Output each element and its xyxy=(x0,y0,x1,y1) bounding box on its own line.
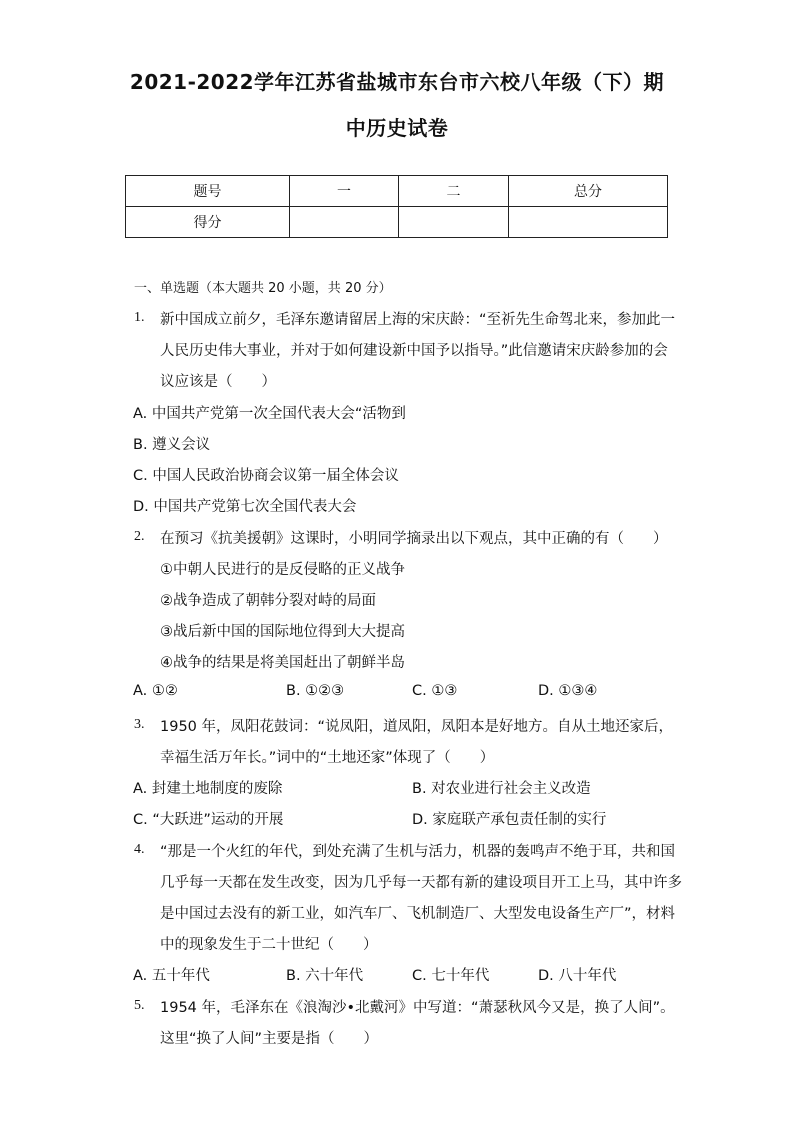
section-heading: 一、单选题（本大题共 20 小题，共 20 分） xyxy=(134,281,392,296)
score-table-cell: 总分 xyxy=(509,176,668,207)
answer-option: C. “大跃进”运动的开展 xyxy=(133,812,284,828)
question-text: 议应该是（ ） xyxy=(160,374,276,390)
answer-option: A. 中国共产党第一次全国代表大会“活物到 xyxy=(133,406,406,422)
question-text: 在预习《抗美援朝》这课时，小明同学摘录出以下观点，其中正确的有（ ） xyxy=(160,531,668,547)
answer-option: C. ①③ xyxy=(412,683,458,699)
question-text: 这里“换了人间”主要是指（ ） xyxy=(160,1031,379,1047)
score-table-cell: 一 xyxy=(290,176,399,207)
answer-option: A. 封建土地制度的废除 xyxy=(133,781,283,797)
answer-option: D. 八十年代 xyxy=(538,968,617,984)
question-text: 幸福生活万年长。”词中的“土地还家”体现了（ ） xyxy=(160,750,495,766)
page-title-line-1: 2021-2022学年江苏省盐城市东台市六校八年级（下）期 xyxy=(129,70,665,94)
question-number: 2. xyxy=(134,529,145,544)
answer-option: B. 对农业进行社会主义改造 xyxy=(412,781,591,797)
question-number: 4. xyxy=(134,842,145,857)
question-text: ④战争的结果是将美国赶出了朝鲜半岛 xyxy=(160,655,405,671)
page-title-line-2: 中历史试卷 xyxy=(345,116,449,140)
question-text: 是中国过去没有的新工业，如汽车厂、飞机制造厂、大型发电设备生产厂”，材料 xyxy=(160,906,676,922)
answer-option: C. 七十年代 xyxy=(412,968,490,984)
answer-option: A. ①② xyxy=(133,683,178,699)
question-text: ②战争造成了朝韩分裂对峙的局面 xyxy=(160,593,376,609)
question-text: 几乎每一天都在发生改变，因为几乎每一天都有新的建设项目开工上马，其中许多 xyxy=(160,875,682,891)
question-text: 1950 年，凤阳花鼓词：“说凤阳，道凤阳，凤阳本是好地方。自从土地还家后， xyxy=(160,719,674,735)
score-table-cell xyxy=(509,207,668,238)
answer-option: B. ①②③ xyxy=(286,683,345,699)
score-table-cell xyxy=(399,207,509,238)
score-table xyxy=(125,175,668,238)
question-text: 中的现象发生于二十世纪（ ） xyxy=(160,937,378,953)
score-table-cell: 二 xyxy=(399,176,509,207)
question-number: 3. xyxy=(134,717,145,732)
question-text: ③战后新中国的国际地位得到大大提高 xyxy=(160,624,405,640)
score-table-header-row xyxy=(126,176,668,207)
answer-option: B. 遵义会议 xyxy=(133,437,211,453)
question-text: ①中朝人民进行的是反侵略的正义战争 xyxy=(160,562,405,578)
question-text: 1954 年，毛泽东在《浪淘沙•北戴河》中写道：“萧瑟秋风今又是，换了人间”。 xyxy=(160,1000,675,1016)
answer-option: D. 中国共产党第七次全国代表大会 xyxy=(133,499,357,515)
question-text: “那是一个火红的年代，到处充满了生机与活力，机器的轰鸣声不绝于耳，共和国 xyxy=(160,844,676,860)
question-text: 人民历史伟大事业，并对于如何建设新中国予以指导。”此信邀请宋庆龄参加的会 xyxy=(160,343,668,359)
answer-option: C. 中国人民政治协商会议第一届全体会议 xyxy=(133,468,399,484)
answer-option: B. 六十年代 xyxy=(286,968,364,984)
score-table-score-row xyxy=(126,207,668,238)
score-table-cell: 题号 xyxy=(126,176,290,207)
score-table-cell: 得分 xyxy=(126,207,290,238)
question-text: 新中国成立前夕，毛泽东邀请留居上海的宋庆龄：“至祈先生命驾北来，参加此一 xyxy=(160,312,676,328)
answer-option: D. ①③④ xyxy=(538,683,598,699)
answer-option: A. 五十年代 xyxy=(133,968,210,984)
question-number: 5. xyxy=(134,998,145,1013)
answer-option: D. 家庭联产承包责任制的实行 xyxy=(412,812,607,828)
question-number: 1. xyxy=(134,310,145,325)
score-table-cell xyxy=(290,207,399,238)
